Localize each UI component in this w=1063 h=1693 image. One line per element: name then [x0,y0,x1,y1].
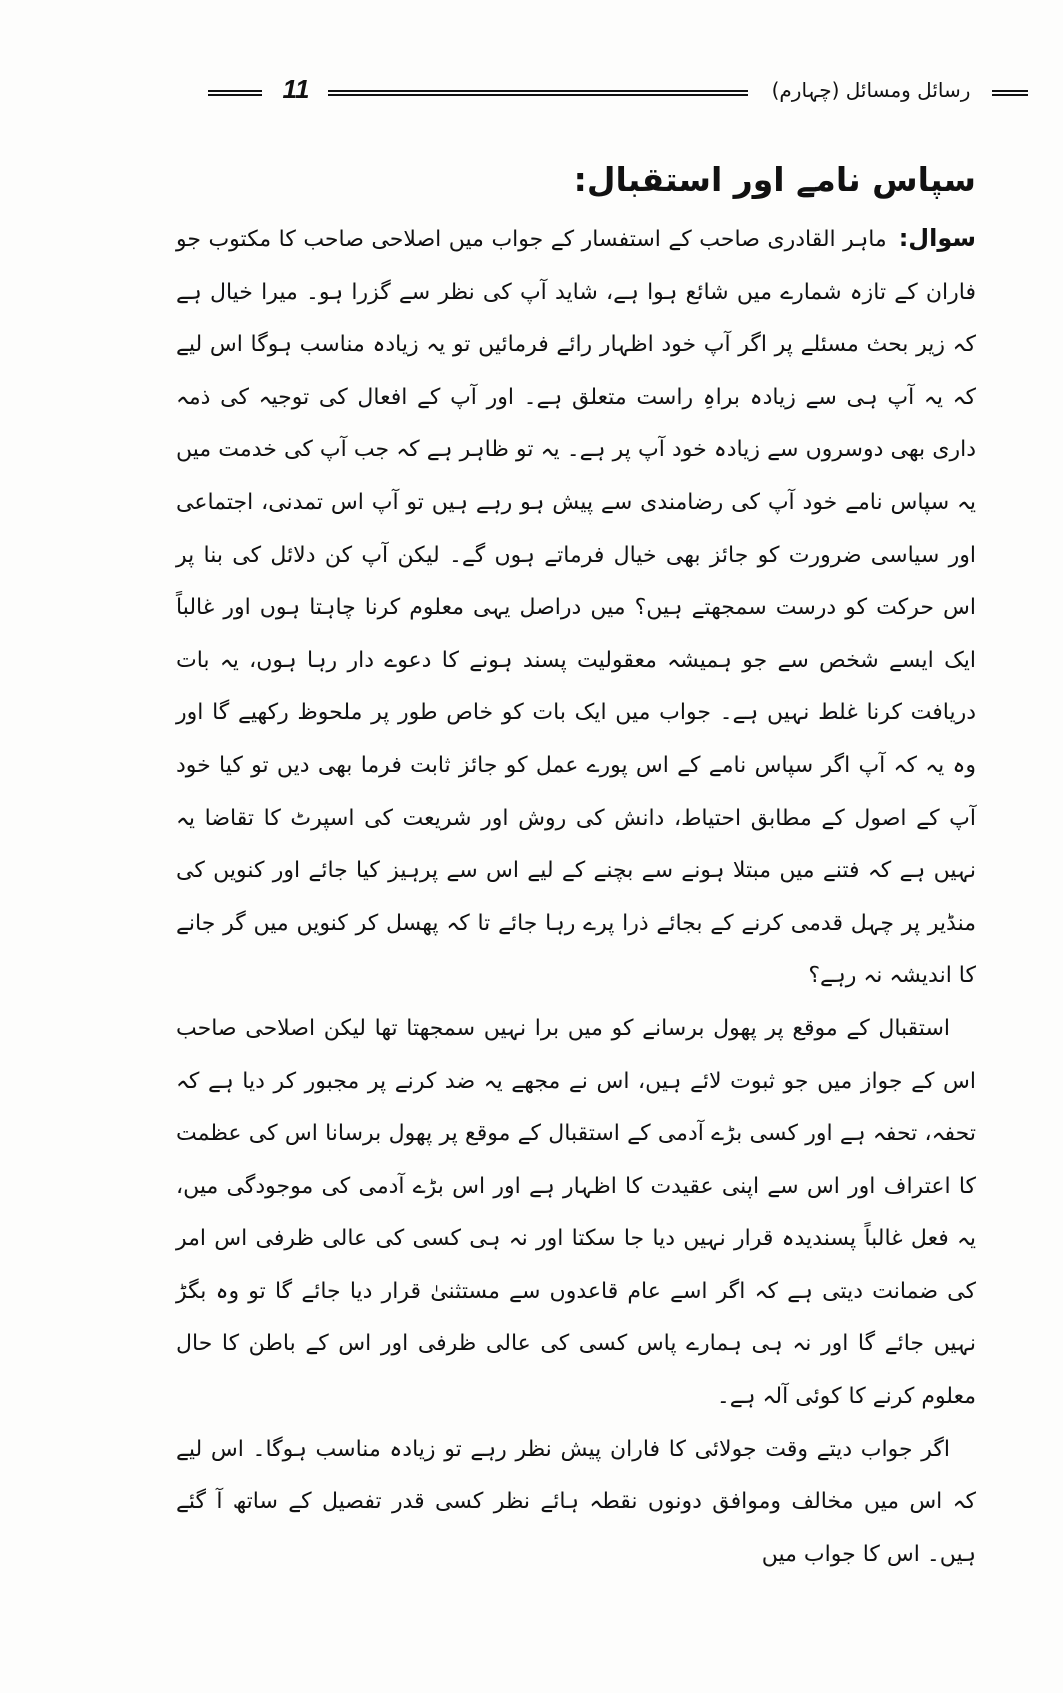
body-paragraph: استقبال کے موقع پر پھول برسانے کو میں برا نہیں سمجھتا تھا لیکن اصلاحی صاحب اس کے جواز میں جو ثبوت لائے ہیں، اس نے مجھے یہ ضد کرنے پر مجبور کر دیا ہے کہ تحفہ، تحفہ ہے اور کسی بڑے آدمی کے استقبال کے موقع پر پھول برسانا اس کی عظمت کا اعتراف اور اس سے اپنی عقیدت کا اظہار ہے اور اس بڑے آدمی کی موجودگی میں، یہ فعل غالباً پسندیدہ قرار نہیں دیا جا سکتا اور نہ ہی کسی کی عالی ظرفی اس امر کی ضمانت دیتی ہے کہ اگر اسے عام قاعدوں سے مستثنیٰ قرار دیا جائے گا تو وہ بگڑ نہیں جائے گا اور نہ ہی ہمارے پاس کسی کی عالی ظرفی اور اس کے باطن کا حال معلوم کرنے کا کوئی آلہ ہے۔ [176,1015,976,1410]
section-heading: سپاس نامے اور استقبال: [573,160,976,199]
page-number: 11 [282,74,310,104]
running-title: رسائل ومسائل (چہارم) [771,78,971,102]
header-rule-middle [328,90,748,96]
question-label: سوال: [898,224,976,252]
body-paragraph: اگر جواب دیتے وقت جولائی کا فاران پیش نظر رہے تو زیادہ مناسب ہوگا۔ اس لیے کہ اس میں مخالف وموافق دونوں نقطہ ہائے نظر کسی قدر تفصیل کے ساتھ آ گئے ہیں۔ اس کا جواب میں [176,1436,976,1567]
page-header [208,72,1028,112]
header-rule-right [992,90,1028,96]
question-paragraph [176,212,976,1003]
header-rule-left [208,90,262,96]
question-text: ماہر القادری صاحب کے استفسار کے جواب میں اصلاحی صاحب کا مکتوب جو فاران کے تازہ شمارے میں شائع ہوا ہے، شاید آپ کی نظر سے گزرا ہو۔ میرا خیال ہے کہ زیر بحث مسئلے پر اگر آپ خود اظہار رائے فرمائیں تو یہ زیادہ مناسب ہوگا اس لیے کہ یہ آپ ہی سے زیادہ براہِ راست متعلق ہے۔ اور آپ کے افعال کی توجیہ کی ذمہ داری بھی دوسروں سے زیادہ خود آپ پر ہے۔ یہ تو ظاہر ہے کہ جب آپ کی خدمت میں یہ سپاس نامے خود آپ کی رضامندی سے پیش ہو رہے ہیں تو آپ اس تمدنی، اجتماعی اور سیاسی ضرورت کو جائز بھی خیال فرماتے ہوں گے۔ لیکن آپ کن دلائل کی بنا پر اس حرکت کو درست سمجھتے ہیں؟ میں دراصل یہی معلوم کرنا چاہتا ہوں اور غالباً ایک ایسے شخص سے جو ہمیشہ معقولیت پسند ہونے کا دعوے دار رہا ہوں، یہ بات دریافت کرنا غلط نہیں ہے۔ جواب میں ایک بات کو خاص طور پر ملحوظ رکھیے گا اور وہ یہ کہ آپ اگر سپاس نامے کے اس پورے عمل کو جائز ثابت فرما بھی دیں تو کیا خود آپ کے اصول کے مطابق احتیاط، دانش کی روش اور شریعت کی اسپرٹ کا تقاضا یہ نہیں ہے کہ فتنے میں مبتلا ہونے سے بچنے کے لیے اس سے پرہیز کیا جائے اور کنویں کی منڈیر پر چہل قدمی کرنے کے بجائے ذرا پرے رہا جائے تا کہ پھسل کر کنویں میں گر جانے کا اندیشہ نہ رہے؟ [176,227,976,989]
page-body [176,150,976,1581]
